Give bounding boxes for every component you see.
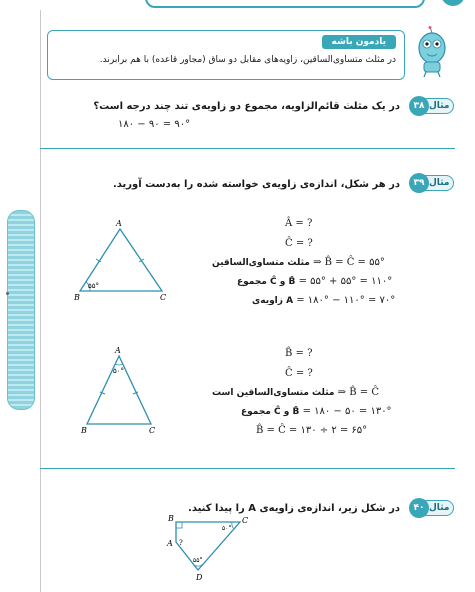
example-40-label: مثال xyxy=(429,503,450,513)
fig1-line-a: Â = ? xyxy=(285,218,313,229)
fig3-label-c: C xyxy=(242,516,249,525)
fig2-angle-label: ۵۰° xyxy=(113,367,125,375)
example-38-answer: ۱۸۰ − ۹۰ = ۹۰° xyxy=(118,119,191,130)
margin-dot xyxy=(6,292,9,295)
fig3-angle-a: ? xyxy=(179,539,183,547)
example-38-label: مثال xyxy=(429,101,450,111)
fig3-label-b: B xyxy=(168,514,174,523)
fig2-line-b: B̂ = ? xyxy=(285,348,313,359)
example-40-badge xyxy=(410,500,454,516)
fig1-angle-label: ۵۵° xyxy=(88,282,100,290)
example-40-number: ۴۰ xyxy=(409,498,429,518)
fig2-label-a: A xyxy=(115,346,121,355)
example-38-question: در یک مثلث قائم‌الزاویه، مجموع دو زاویه‌ی تند چند درجه است؟ xyxy=(93,101,400,112)
fig1-line-a-result xyxy=(252,295,395,306)
fig2-label-c: C xyxy=(149,426,156,435)
fig1-a-label: زاویه‌ی A xyxy=(252,296,294,306)
triangle-figure-2 xyxy=(75,342,165,437)
fig1-line-sum xyxy=(237,276,392,287)
fig1-line-c: Ĉ = ? xyxy=(285,238,313,249)
fig2-iso-label: مثلث متساوی‌الساقین است xyxy=(212,388,335,398)
fig1-iso-eq: ⇒ B̂ = Ĉ = ۵۵° xyxy=(313,257,385,268)
example-39-number: ۳۹ xyxy=(409,173,429,193)
fig3-angle-d: ۵۵° xyxy=(193,557,203,564)
top-tab-frame xyxy=(145,0,425,8)
binding-spine xyxy=(7,210,35,410)
reminder-box xyxy=(47,30,405,80)
example-38-number: ۳۸ xyxy=(409,96,429,116)
fig1-label-b: B xyxy=(74,293,80,302)
example-39-label: مثال xyxy=(429,178,450,188)
fig2-label-b: B xyxy=(81,426,87,435)
fig2-sum-eq: = ۱۸۰ − ۵۰ = ۱۳۰° xyxy=(302,406,392,417)
fig3-label-a: A xyxy=(167,539,173,548)
top-corner-badge xyxy=(441,0,465,6)
fig1-label-a: A xyxy=(116,219,122,228)
fig3-label-d: D xyxy=(196,573,203,582)
separator-1 xyxy=(40,148,455,149)
fig1-line-iso xyxy=(212,257,385,268)
fig1-a-eq: = ۱۸۰° − ۱۱۰° = ۷۰° xyxy=(296,295,396,306)
fig2-line-iso xyxy=(212,387,379,398)
fig2-line-sum xyxy=(241,406,392,417)
fig1-iso-label: مثلث متساوی‌الساقین xyxy=(212,258,310,268)
reminder-title: یادمون باشه xyxy=(322,35,396,49)
fig2-sum-label: مجموع Ĉ و B̂ xyxy=(241,407,300,417)
example-40-question: در شکل زیر، اندازه‌ی زاویه‌ی A را پیدا کنید. xyxy=(188,503,400,514)
example-39-question: در هر شکل، اندازه‌ی زاویه‌ی خواسته شده را به‌دست آورید. xyxy=(112,179,400,190)
example-39-badge xyxy=(410,175,454,191)
separator-2 xyxy=(40,468,455,469)
fig2-line-c: Ĉ = ? xyxy=(285,368,313,379)
quadrilateral-figure xyxy=(160,512,255,584)
fig1-label-c: C xyxy=(160,293,167,302)
example-38-badge xyxy=(410,98,454,114)
fig2-iso-eq: ⇒ B̂ = Ĉ xyxy=(337,387,379,398)
fig3-angle-c: ۵۰° xyxy=(222,525,232,532)
margin-line xyxy=(40,10,41,592)
triangle-figure-1 xyxy=(70,215,180,305)
fig1-sum-eq: = ۵۵° + ۵۵° = ۱۱۰° xyxy=(298,276,393,287)
fig2-line-final: B̂ = Ĉ = ۱۳۰ ÷ ۲ = ۶۵° xyxy=(256,425,368,436)
mascot-icon xyxy=(412,26,452,78)
fig1-sum-label: مجموع Ĉ و B̂ xyxy=(237,277,296,287)
reminder-text: در مثلث متساوی‌الساقین، زاویه‌های مقابل دو ساق (مجاور قاعده) با هم برابرند. xyxy=(99,55,396,65)
